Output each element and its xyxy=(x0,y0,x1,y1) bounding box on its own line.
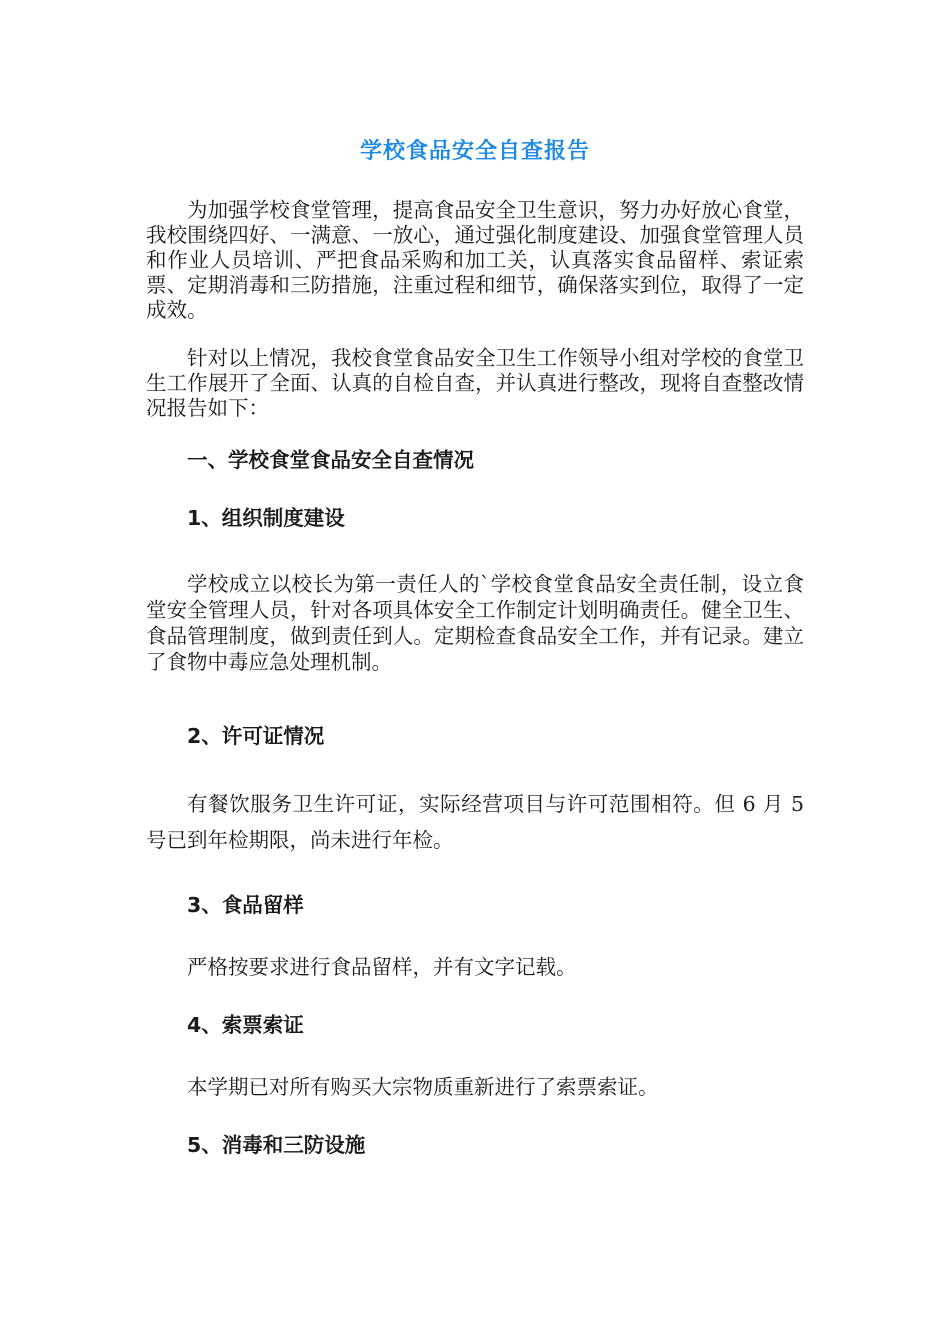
section-heading-1: 一、学校食堂食品安全自查情况 xyxy=(187,448,474,472)
subsection-3-paragraph: 严格按要求进行食品留样，并有文字记载。 xyxy=(187,955,577,979)
subsection-heading-5: 5、消毒和三防设施 xyxy=(187,1133,366,1157)
subsection-2-paragraph: 有餐饮服务卫生许可证，实际经营项目与许可范围相符。但 6 月 5 号已到年检期限，尚未进行年检。 xyxy=(146,792,804,852)
intro-paragraph-1: 为加强学校食堂管理，提高食品安全卫生意识，努力办好放心食堂，我校围绕四好、一满意、一放心，通过强化制度建设、加强食堂管理人员和作业人员培训、严把食品采购和加工关，认真落实食品留样、索证索票、定期消毒和三防措施，注重过程和细节，确保落实到位，取得了一定成效。 xyxy=(146,198,804,322)
subsection-heading-1: 1、组织制度建设 xyxy=(187,506,345,530)
subsection-4-paragraph: 本学期已对所有购买大宗物质重新进行了索票索证。 xyxy=(187,1075,659,1099)
document-title: 学校食品安全自查报告 xyxy=(359,139,590,164)
subsection-heading-4: 4、索票索证 xyxy=(187,1013,304,1037)
subsection-heading-2: 2、许可证情况 xyxy=(187,724,325,748)
subsection-heading-3: 3、食品留样 xyxy=(187,893,304,917)
subsection-1-paragraph: 学校成立以校长为第一责任人的`学校食堂食品安全责任制，设立食堂安全管理人员，针对各项具体安全工作制定计划明确责任。健全卫生、食品管理制度，做到责任到人。定期检查食品安全工作，并有记录。建立了食物中毒应急处理机制。 xyxy=(146,572,804,674)
intro-paragraph-2: 针对以上情况，我校食堂食品安全卫生工作领导小组对学校的食堂卫生工作展开了全面、认真的自检自查，并认真进行整改，现将自查整改情况报告如下： xyxy=(146,346,804,420)
